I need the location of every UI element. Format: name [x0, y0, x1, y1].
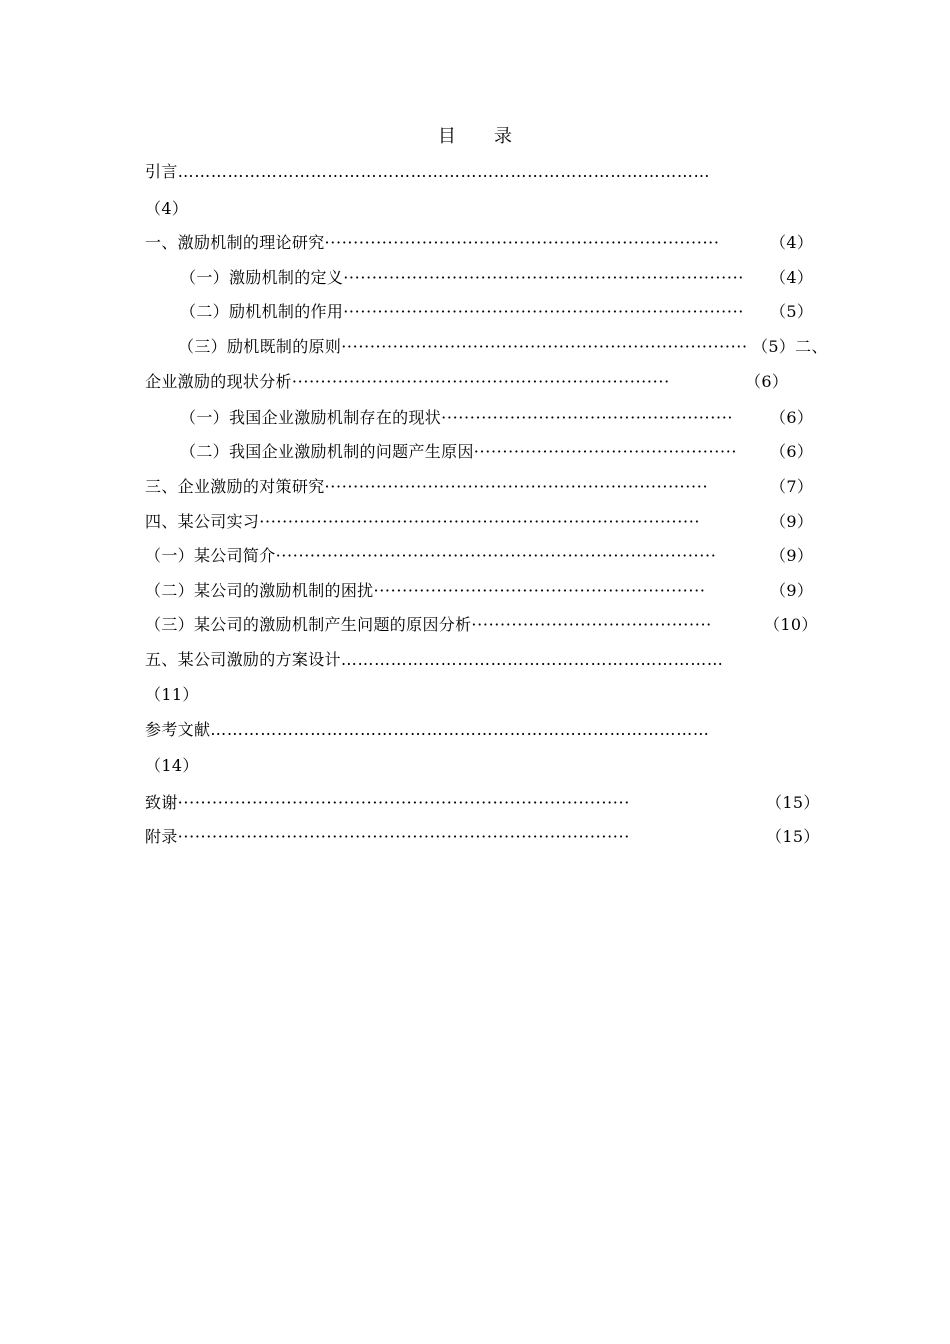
toc-leader-dots: ……………………………………………………………………………………	[177, 162, 711, 181]
toc-page-number: （4）	[770, 233, 814, 252]
toc-leader-dots: ······································································	[343, 302, 745, 321]
toc-entry-title: 企业激励的现状分析	[145, 372, 292, 391]
toc-entry-title: 四、某公司实习	[145, 512, 260, 531]
toc-entry-title: （二）某公司的激励机制的困扰	[145, 581, 374, 600]
toc-entry	[0, 716, 950, 744]
toc-leader-dots: ···················································	[441, 408, 734, 427]
toc-page-number: （7）	[770, 477, 814, 496]
toc-leader-dots: ·············································································	[275, 546, 717, 565]
toc-leader-dots: ···································································	[324, 477, 709, 496]
toc-entry	[0, 473, 950, 501]
toc-leader-dots: ··························································	[373, 581, 706, 600]
toc-entry	[0, 542, 950, 570]
toc-page-number: （9）	[770, 512, 814, 531]
toc-entry-title: （三）某公司的激励机制产生问题的原因分析	[145, 615, 472, 634]
toc-page-number: （14）	[145, 756, 199, 775]
page-title: 目 录	[437, 126, 529, 147]
toc-page-number: （15）	[766, 793, 820, 812]
toc-entry-title: 五、某公司激励的方案设计	[145, 650, 341, 669]
toc-leader-dots: ··········································	[471, 615, 712, 634]
toc-page-number: （15）	[766, 827, 820, 846]
toc-page-number: （6）	[770, 408, 814, 427]
toc-leader-dots: ·············································································	[259, 512, 701, 531]
toc-page-number: （6）	[770, 442, 814, 461]
toc-entry-title: （二）我国企业激励机制的问题产生原因	[180, 442, 474, 461]
toc-page-number: （6）	[745, 372, 789, 391]
toc-page-number: （5）	[770, 302, 814, 321]
toc-entry	[0, 264, 950, 292]
toc-leader-dots: ……………………………………………………………	[340, 650, 724, 669]
toc-entry-title: （三）励机既制的原则	[178, 337, 342, 356]
toc-entry-title: 附录	[145, 827, 178, 846]
toc-page-number: （10）	[764, 615, 818, 634]
toc-entry-title: 一、激励机制的理论研究	[145, 233, 325, 252]
toc-entry-title: （一）某公司简介	[145, 546, 276, 565]
toc-page-number: （9）	[770, 581, 814, 600]
toc-entry-title: 三、企业激励的对策研究	[145, 477, 325, 496]
toc-entry	[0, 611, 950, 639]
toc-entry	[0, 229, 950, 257]
toc-entry-title: （二）励机机制的作用	[180, 302, 344, 321]
toc-page-number: （11）	[145, 685, 199, 704]
toc-entry	[0, 646, 950, 674]
toc-leader-dots: ·····································································	[324, 233, 720, 252]
toc-leader-dots: ………………………………………………………………………………	[210, 720, 710, 739]
toc-entry	[0, 298, 950, 326]
toc-entry	[0, 158, 950, 186]
toc-entry-title: 引言	[145, 162, 178, 181]
toc-entry	[0, 789, 950, 817]
toc-page-number: （9）	[770, 546, 814, 565]
toc-entry-title: （一）激励机制的定义	[180, 268, 344, 287]
toc-leader-dots: ······································································	[343, 268, 745, 287]
toc-entry	[0, 752, 950, 780]
toc-entry	[0, 823, 950, 851]
toc-entry-title: （一）我国企业激励机制存在的现状	[180, 408, 442, 427]
toc-entry	[0, 577, 950, 605]
toc-leader-dots: ·······································································	[341, 337, 748, 356]
toc-entry	[0, 681, 950, 709]
toc-entry-title: 参考文献	[145, 720, 211, 739]
toc-entry	[0, 404, 950, 432]
toc-leader-dots: ···············································································	[177, 793, 630, 812]
toc-entry	[0, 368, 950, 396]
toc-entry	[0, 333, 950, 361]
toc-page-number: （4）	[770, 268, 814, 287]
toc-page-number: （5）二、	[752, 337, 828, 356]
toc-entry	[0, 508, 950, 536]
toc-page-number: （4）	[145, 199, 189, 218]
toc-leader-dots: ···············································································	[177, 827, 630, 846]
toc-leader-dots: ··············································	[473, 442, 738, 461]
toc-entry	[0, 438, 950, 466]
toc-leader-dots: ··································································	[291, 372, 670, 391]
toc-entry-title: 致谢	[145, 793, 178, 812]
toc-entry	[0, 195, 950, 223]
